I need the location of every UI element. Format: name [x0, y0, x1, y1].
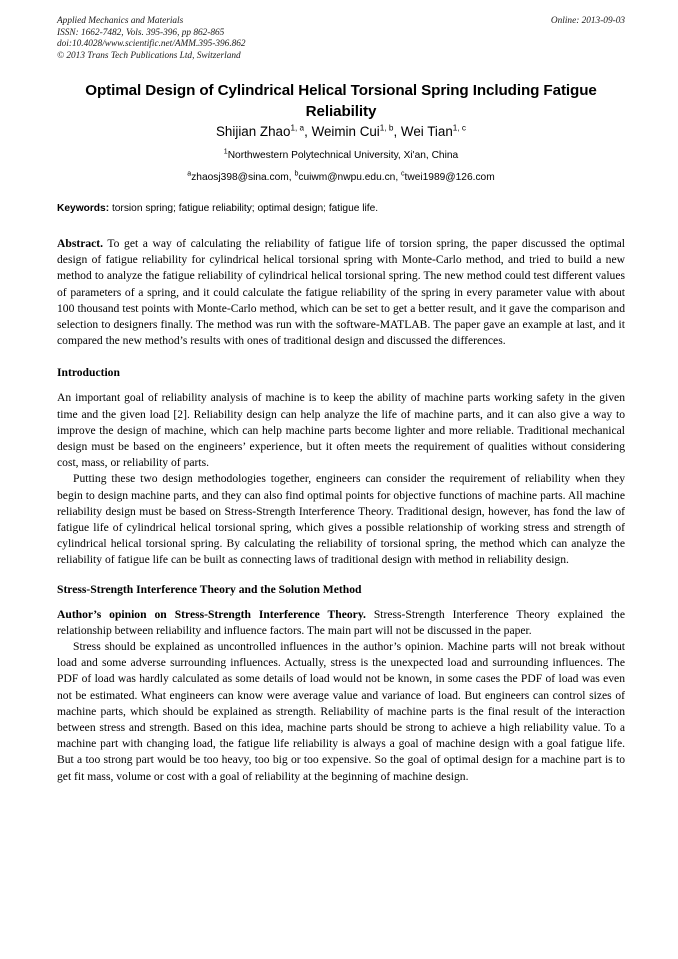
journal-header: [57, 16, 625, 62]
journal-name: Applied Mechanics and Materials: [57, 16, 184, 26]
keywords-text: torsion spring; fatigue reliability; optimal design; fatigue life.: [111, 203, 379, 214]
email-marker-b: b: [294, 170, 299, 178]
issn-volume-pages: ISSN: 1662-7482, Vols. 395-396, pp 862-865: [57, 27, 225, 38]
online-publication-date: Online: 2013-09-03: [550, 16, 625, 26]
email-marker-c: c: [401, 170, 405, 178]
section-heading-stress-strength: Stress-Strength Interference Theory and the Solution Method: [57, 582, 362, 596]
spacer: [57, 598, 625, 607]
affiliation-text: Northwestern Polytechnical University, Xi'an, China: [227, 150, 459, 161]
email-marker-a: a: [187, 170, 192, 178]
abstract-label: Abstract.: [57, 237, 104, 250]
author-name-1: Shijian Zhao: [216, 124, 291, 139]
author-affiliation-marker-1: 1, a: [290, 123, 305, 133]
affiliation-marker: 1: [223, 148, 228, 156]
introduction-paragraph-2: Putting these two design methodologies together, engineers can consider the requirement of reliability when they begin to design machine parts, and they can also find optimal points for objective functions of machine parts. All machine reliability design must be based on Stress-Strength Interference Theory. Traditional design, however, has fond the law of fatigue life of cylindrical helical torsional spring, which gives a possible relationship of working stress and strength of cylindrical helical torsional spring. By calculating the reliability of torsional spring, the method which can analyze the reliability of fatigue life can be built as connecting laws of traditional design with method in reliability design.: [57, 472, 625, 567]
copyright-line: © 2013 Trans Tech Publications Ltd, Switzerland: [57, 50, 241, 61]
email-address-c[interactable]: twei1989@126.com: [404, 172, 495, 183]
section-heading-introduction: Introduction: [57, 366, 120, 380]
author-affiliation-marker-3: 1, c: [452, 123, 466, 133]
keywords-line: [57, 202, 625, 216]
subsection-body-authors-opinion: Stress-Strength Interference Theory explained the relationship between reliability and influence factors. The main part will not be discussed in the paper.: [57, 607, 625, 637]
journal-header-top-row: [57, 16, 625, 28]
abstract-text: To get a way of calculating the reliability of fatigue life of torsion spring, the paper discussed the optimal design of fatigue reliability for cylindrical helical torsional spring with Monte-Carlo method, and tried to build a new method to analyze the fatigue reliability of cylindrical helical torsional spring. The new method could test different values of parameters of a spring, and it could calculate the fatigue reliability of the spring in every parameter value with about 100 thousand test points with Monte-Carlo method, which can be set to get a better result, and it gave the comparison and selection to designers finally. The method was run with the software-MATLAB. The paper gave an example at last, and it compared the new method’s results with ones of traditional design and discussed the differences.: [57, 237, 625, 348]
author-separator-2: ,: [393, 124, 401, 139]
author-affiliation-marker-2: 1, b: [379, 123, 394, 133]
spacer: [57, 381, 625, 390]
page-title: Optimal Design of Cylindrical Helical Torsional Spring Including Fatigue Reliability: [85, 82, 597, 120]
author-name-3: Wei Tian: [400, 124, 453, 139]
article-body: [57, 236, 625, 785]
keywords-label: Keywords:: [57, 203, 110, 214]
abstract-paragraph: [57, 236, 625, 349]
stress-strength-paragraph-1: Stress should be explained as uncontrolled influences in the author’s opinion. Machine parts will not break without load and some adverse surrounding influences. Actually, stress is the unexpected load and surrounding influences. The PDF of load was hardly calculated as some details of load would not be known, in some cases the PDF of load was even not be estimated. What engineers can know were average value and variance of load. But engineers can control sizes of machine parts, which should be explained as strength. Reliability of machine parts is the final result of the interaction between stress and strength. Based on this idea, machine parts should be strong to achieve a high reliability value. To a machine part with changing load, the fatigue life reliability is always a goal of machine design with a goal fatigue life. But a too strong part would be too heavy, too big or too expensive. So the goal of optimal design for a machine part is to get fit mass, volume or cost with a goal of reliability at the beginning of machine design.: [57, 640, 625, 783]
author-name-2: Weimin Cui: [311, 124, 380, 139]
author-separator-1: ,: [304, 124, 312, 139]
spacer: [57, 349, 625, 365]
subsection-heading-authors-opinion: Author’s opinion on Stress-Strength Interference Theory.: [57, 607, 366, 621]
doi-line: doi:10.4028/www.scientific.net/AMM.395-396.862: [57, 39, 246, 50]
email-address-b[interactable]: cuiwm@nwpu.edu.cn,: [298, 172, 399, 183]
email-address-a[interactable]: zhaosj398@sina.com,: [191, 172, 292, 183]
affiliation-line: [57, 148, 625, 163]
email-line: [57, 170, 625, 185]
subsection-paragraph-authors-opinion: [57, 607, 625, 639]
author-list: [57, 123, 625, 141]
introduction-paragraph-1: An important goal of reliability analysis of machine is to keep the ability of machine parts working safety in the given time and the given load [2]. Reliability design can help analyze the life of machine parts, and it can also give a way to improve the design of machine, which can help machine parts become lighter and more reliable. Traditional mechanical design must be based on the engineers’ experience, but it often meets the requirement of qualities without considering cost, mass, or reliability of parts.: [57, 391, 625, 470]
spacer: [57, 569, 625, 582]
